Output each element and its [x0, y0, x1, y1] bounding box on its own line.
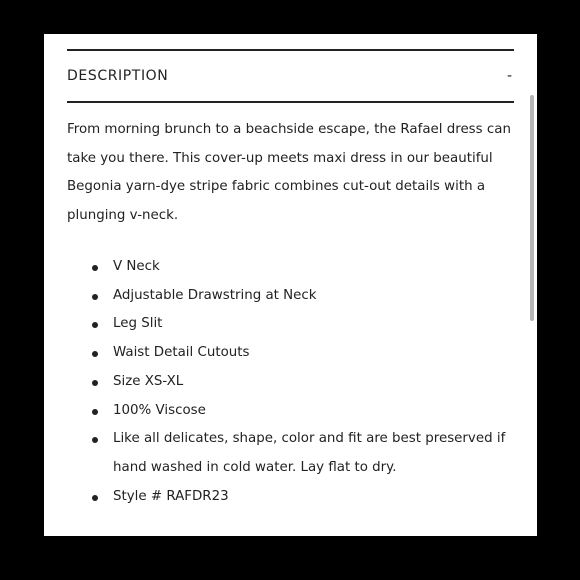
bullet-icon	[92, 351, 98, 357]
bullet-icon	[92, 322, 98, 328]
feature-text: V Neck	[113, 259, 160, 274]
scrollbar-thumb[interactable]	[530, 95, 534, 321]
feature-text: Waist Detail Cutouts	[113, 345, 250, 361]
description-title: DESCRIPTION	[67, 68, 169, 84]
bullet-icon	[92, 409, 98, 415]
feature-text: Like all delicates, shape, color and fit are best preserved if hand washed in cold water. Lay flat to dry.	[113, 431, 506, 475]
feature-text: Leg Slit	[113, 316, 163, 332]
description-text: From morning brunch to a beachside escape, the Rafael dress can take you there. This cover-up meets maxi dress in our beautiful Begonia yarn-dye stripe fabric combines cut-out details with a plunging v-neck.	[67, 122, 511, 223]
bullet-icon	[92, 294, 98, 300]
bullet-icon	[92, 380, 98, 386]
header-divider	[67, 101, 514, 103]
product-description-panel	[44, 34, 537, 536]
list-item	[67, 368, 512, 397]
list-item	[67, 339, 512, 368]
feature-list	[67, 253, 512, 511]
bullet-icon	[92, 495, 98, 501]
feature-text: Adjustable Drawstring at Neck	[113, 287, 317, 303]
list-item	[67, 282, 512, 311]
feature-text: Style # RAFDR23	[113, 488, 229, 504]
feature-text: Size XS-XL	[113, 373, 184, 389]
list-item	[67, 397, 512, 426]
description-accordion-header[interactable]	[67, 51, 514, 101]
feature-text: 100% Viscose	[113, 402, 206, 418]
bullet-icon	[92, 265, 98, 271]
collapse-toggle-icon[interactable]: -	[506, 68, 512, 84]
list-item	[67, 310, 512, 339]
list-item	[67, 425, 512, 482]
list-item	[67, 253, 512, 282]
bullet-icon	[92, 437, 98, 443]
list-item	[67, 483, 512, 512]
